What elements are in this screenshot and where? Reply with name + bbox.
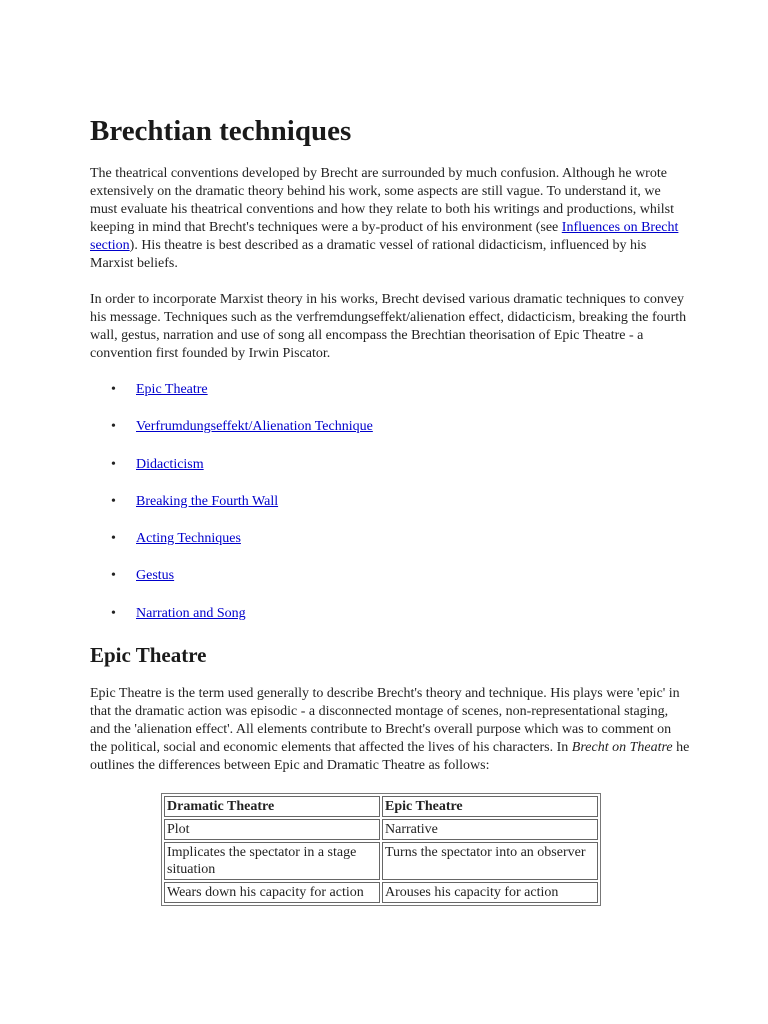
toc-item-acting bbox=[90, 530, 690, 548]
bullet-icon: • bbox=[111, 419, 116, 435]
toc-item-epic-theatre bbox=[90, 381, 690, 399]
intro-paragraph-1 bbox=[90, 165, 690, 273]
bullet-icon: • bbox=[111, 382, 116, 397]
table-header-cell: Epic Theatre bbox=[382, 796, 598, 817]
bullet-icon: • bbox=[111, 456, 116, 472]
comparison-table bbox=[161, 793, 601, 906]
table-of-contents bbox=[90, 381, 690, 623]
influences-link[interactable]: Influences on Brecht section bbox=[90, 220, 679, 253]
book-title: Brecht on Theatre bbox=[571, 740, 673, 756]
intro-paragraph-2: In order to incorporate Marxist theory in his works, Brecht devised various dramatic techniques to convey his message. Techniques such as the verfremdungseffekt/alienation effect, didacticism, breaking the fourth wall, gestus, narration and use of song all encompass the Brechtian theorisation of Epic Theatre - a convention first founded by Irwin Piscator. bbox=[90, 292, 687, 361]
table-row bbox=[164, 882, 598, 903]
toc-link-gestus[interactable]: Gestus bbox=[136, 568, 175, 584]
table-cell: Turns the spectator into an observer bbox=[382, 842, 598, 880]
table-cell: Implicates the spectator in a stage situation bbox=[164, 842, 380, 880]
bullet-icon: • bbox=[111, 493, 116, 509]
toc-link-alienation[interactable]: Verfrumdungseffekt/Alienation Technique bbox=[136, 419, 373, 435]
epic-text-after-em: he outlines the differences between Epic and Dramatic Theatre as follows: bbox=[90, 740, 690, 774]
table-cell: Wears down his capacity for action bbox=[164, 882, 380, 903]
intro-text-before-link: The theatrical conventions developed by Brecht are surrounded by much confusion. Although he wrote extensively on the dramatic theory behind his work, some aspects are still vague. To understand it, we must evaluate his theatrical conventions and how they relate to both his writings and productions, whilst keeping in mind that Brecht's techniques were a by-product of his environment (see bbox=[90, 166, 674, 235]
bullet-icon: • bbox=[111, 531, 116, 547]
table-cell: Arouses his capacity for action bbox=[382, 882, 598, 903]
toc-link-fourth-wall[interactable]: Breaking the Fourth Wall bbox=[136, 493, 279, 509]
toc-item-didacticism bbox=[90, 456, 690, 474]
toc-item-narration bbox=[90, 605, 690, 623]
toc-item-fourth-wall bbox=[90, 493, 690, 511]
table-header-row bbox=[164, 796, 598, 817]
table-cell: Narrative bbox=[382, 819, 598, 840]
table-cell: Plot bbox=[164, 819, 380, 840]
toc-link-narration[interactable]: Narration and Song bbox=[136, 605, 246, 621]
table-row bbox=[164, 842, 598, 880]
epic-paragraph bbox=[90, 685, 690, 775]
toc-item-alienation bbox=[90, 418, 690, 436]
epic-text-before-em: Epic Theatre is the term used generally to describe Brecht's theory and technique. His plays were 'epic' in that the dramatic action was episodic - a disconnected montage of scenes, non-representational staging, and the 'alienation effect'. All elements contribute to Brecht's overall purpose which was to comment on the political, social and economic elements that affected the lives of his characters. In bbox=[90, 686, 680, 756]
page-title: Brechtian techniques bbox=[90, 115, 352, 147]
toc-list bbox=[90, 381, 690, 623]
toc-item-gestus bbox=[90, 567, 690, 585]
document-page bbox=[90, 114, 690, 906]
toc-link-didacticism[interactable]: Didacticism bbox=[136, 456, 204, 472]
bullet-icon: • bbox=[111, 605, 116, 621]
bullet-icon: • bbox=[111, 568, 116, 584]
table-header-cell: Dramatic Theatre bbox=[164, 796, 380, 817]
toc-link-epic-theatre[interactable]: Epic Theatre bbox=[136, 382, 208, 397]
section-heading-epic-theatre: Epic Theatre bbox=[90, 643, 207, 668]
intro-text-after-link: ). His theatre is best described as a dramatic vessel of rational didacticism, influenced by his Marxist beliefs. bbox=[90, 238, 647, 271]
toc-link-acting[interactable]: Acting Techniques bbox=[136, 531, 241, 547]
table-row bbox=[164, 819, 598, 840]
